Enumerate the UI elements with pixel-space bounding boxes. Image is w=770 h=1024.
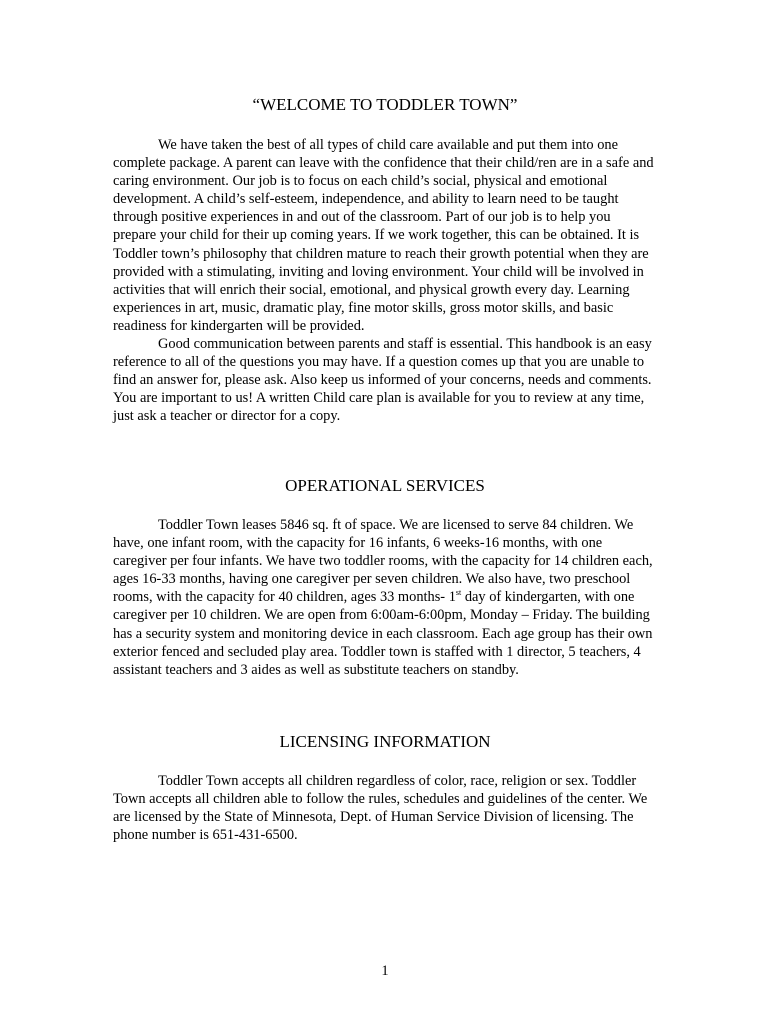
ordinal-superscript: st	[455, 588, 462, 598]
operational-services-section	[113, 516, 657, 679]
welcome-paragraph-2: Good communication between parents and staff is essential. This handbook is an easy reference to all of the questions you may have. If a question comes up that you are unable to find an answer for, please ask. Also keep us informed of your concerns, needs and comments. You are important to us! A written Child care plan is available for you to review at any time, just ask a teacher or director for a copy.	[113, 336, 652, 425]
operational-services-paragraph	[113, 516, 657, 679]
licensing-paragraph: Toddler Town accepts all children regardless of color, race, religion or sex. Toddler Town accepts all children able to follow the rules, schedules and guidelines of the center. We are licensed by the State of Minnesota, Dept. of Human Service Division of licensing. The phone number is 651-431-6500.	[113, 773, 648, 844]
licensing-information-heading: LICENSING INFORMATION	[279, 732, 491, 751]
operational-text-part-2: day of kindergarten, with one caregiver per 10 children. We are open from 6:00am-6:00pm, Monday – Friday. The building has a security system and monitoring device in each classroom. Each age group has their own exterior fenced and secluded play area. Toddler town is staffed with 1 director, 5 teachers, 4 assistant teachers and 3 aides as well as substitute teachers on standby.	[113, 589, 653, 678]
welcome-paragraph-1: We have taken the best of all types of child care available and put them into one complete package. A parent can leave with the confidence that their child/ren are in a safe and caring environment. Our job is to focus on each child’s social, physical and emotional development. A child’s self-esteem, independence, and ability to learn need to be taught through positive experiences in and out of the classroom. Part of our job is to help you prepare your child for their up coming years. If we work together, this can be obtained. It is Toddler town’s philosophy that children mature to reach their growth potential when they are provided with a stimulating, inviting and loving environment. Your child will be involved in activities that will enrich their social, emotional, and physical growth every day. Learning experiences in art, music, dramatic play, fine motor skills, gross motor skills, and basic readiness for kindergarten will be provided.	[113, 137, 654, 334]
operational-text-part-1: Toddler Town leases 5846 sq. ft of space. We are licensed to serve 84 children. We have, one infant room, with the capacity for 16 infants, 6 weeks-16 months, with one caregiver per four infants. We have two toddler rooms, with the capacity for 14 children each, ages 16-33 months, having one caregiver per seven children. We also have, two preschool rooms, with the capacity for 40 children, ages 33 months- 1	[113, 517, 653, 606]
page-number: 1	[381, 963, 389, 979]
welcome-heading: “WELCOME TO TODDLER TOWN”	[252, 95, 518, 114]
welcome-section	[113, 136, 657, 426]
operational-services-heading: OPERATIONAL SERVICES	[285, 476, 485, 495]
licensing-information-section	[113, 772, 657, 844]
